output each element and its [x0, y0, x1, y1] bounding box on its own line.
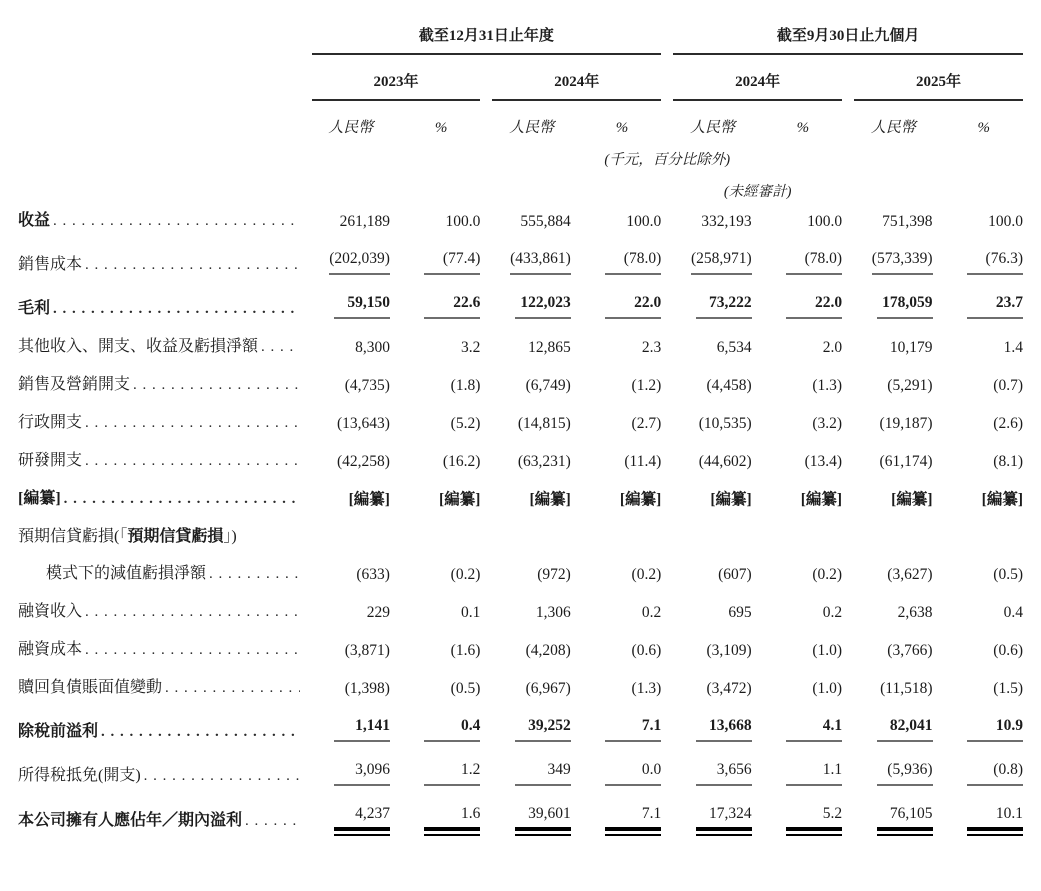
cell-value: (0.8)	[945, 752, 1024, 796]
cell-value: (1.3)	[631, 680, 662, 697]
header-spacer	[18, 55, 300, 101]
cell-value: (1.0)	[812, 642, 843, 659]
table-row	[18, 708, 1023, 752]
unaudited-note: (未經審計)	[723, 184, 792, 200]
row-label	[18, 708, 300, 752]
row-label	[18, 285, 300, 329]
cell-value: 73,222	[673, 285, 751, 329]
cell-value: 0.2	[822, 604, 843, 621]
cell-value: [編纂]	[619, 491, 662, 508]
cell-value: (0.2)	[812, 566, 843, 583]
row-label-text: 融資收入	[18, 603, 83, 620]
row-label	[18, 241, 300, 285]
row-label-text: [編纂]	[18, 490, 61, 507]
unit-header-row	[18, 101, 1023, 139]
unit-header-percent: %	[977, 120, 990, 136]
cell-value: [編纂]	[348, 491, 390, 508]
row-label-text: 本公司擁有人應佔年／期內溢利	[18, 812, 243, 829]
row-label	[18, 632, 300, 670]
cell-value: (16.2)	[442, 453, 481, 470]
row-label	[18, 481, 300, 519]
cell-value: (0.2)	[631, 566, 662, 583]
cell-value: (42,258)	[337, 453, 390, 470]
cell-value: 10,179	[889, 339, 933, 356]
cell-value: (4,208)	[525, 642, 571, 659]
row-label	[18, 796, 300, 853]
table-row	[18, 632, 1023, 670]
dot-leader	[165, 679, 300, 698]
cell-value: (5.2)	[450, 415, 481, 432]
unit-header-percent: %	[615, 120, 629, 136]
table-row	[18, 203, 1023, 241]
row-label	[18, 405, 300, 443]
header-spacer	[18, 139, 300, 171]
header-spacer	[18, 171, 300, 203]
table-row	[18, 285, 1023, 329]
row-label	[18, 519, 300, 556]
cell-value: (63,231)	[517, 453, 571, 470]
period-header-row	[18, 24, 1023, 55]
dot-leader	[85, 641, 300, 660]
cell-value: 4.1	[764, 708, 842, 752]
row-label	[18, 752, 300, 796]
unit-header-percent: %	[434, 120, 448, 136]
cell-value: (11.4)	[624, 453, 662, 470]
dot-leader	[53, 300, 300, 319]
row-label-text: 贖回負債賬面值變動	[18, 679, 163, 696]
cell-value: 3,656	[673, 752, 751, 796]
row-label-text: 除稅前溢利	[18, 723, 99, 740]
table-row	[18, 405, 1023, 443]
dot-leader	[209, 565, 300, 584]
cell-value: (44,602)	[698, 453, 752, 470]
cell-value: (0.5)	[993, 566, 1023, 583]
cell-value: 39,601	[492, 796, 570, 853]
row-label	[18, 556, 300, 594]
row-label-text: 其他收入、開支、收益及虧損淨額	[18, 338, 259, 355]
cell-value: 8,300	[355, 339, 390, 356]
cell-value: 2.0	[822, 339, 843, 356]
cell-value: (3,871)	[344, 642, 390, 659]
cell-value: (3,472)	[706, 680, 752, 697]
cell-value: (1.8)	[450, 377, 481, 394]
row-label-text: 研發開支	[18, 452, 83, 469]
cell-value: 59,150	[312, 285, 390, 329]
table-body	[18, 203, 1023, 853]
row-label	[18, 203, 300, 241]
row-label	[18, 443, 300, 481]
cell-value: (0.7)	[993, 377, 1023, 394]
cell-value: (5,936)	[854, 752, 932, 796]
table-row	[18, 796, 1023, 853]
cell-value: (1.0)	[812, 680, 843, 697]
row-label-text: 行政開支	[18, 414, 83, 431]
cell-value: 22.0	[764, 285, 842, 329]
cell-value: 178,059	[854, 285, 932, 329]
cell-value: (4,458)	[706, 377, 752, 394]
cell-value: (19,187)	[879, 415, 933, 432]
cell-value: (1.3)	[812, 377, 843, 394]
cell-value: 5.2	[764, 796, 842, 853]
unit-header-percent: %	[796, 120, 810, 136]
dot-leader	[53, 212, 300, 231]
row-label	[18, 329, 300, 367]
cell-value: 0.0	[583, 752, 661, 796]
cell-value: 76,105	[854, 796, 932, 853]
cell-value: 12,865	[528, 339, 571, 356]
row-label	[18, 367, 300, 405]
cell-value: (13.4)	[804, 453, 843, 470]
table-row	[18, 443, 1023, 481]
table-row	[18, 670, 1023, 708]
cell-value: [編纂]	[439, 491, 481, 508]
cell-value: (4,735)	[344, 377, 390, 394]
dot-leader	[133, 376, 300, 395]
row-label-text: 預期信貸虧損(「預期信貸虧損」)	[18, 528, 237, 545]
table-row	[18, 519, 1023, 556]
row-label-text: 所得稅抵免(開支)	[18, 767, 141, 784]
period-header-nine-months: 截至9月30日止九個月	[673, 24, 1023, 55]
row-label-text: 銷售及營銷開支	[18, 376, 131, 393]
cell-value: 0.4	[1003, 604, 1023, 621]
table-row	[18, 367, 1023, 405]
cell-value: 3,096	[312, 752, 390, 796]
row-label-text: 模式下的減值虧損淨額	[46, 565, 207, 582]
cell-value: 555,884	[520, 213, 571, 230]
dot-leader	[101, 723, 300, 742]
dot-leader	[85, 256, 300, 275]
cell-value: 100.0	[988, 213, 1023, 230]
cell-value: (2.7)	[631, 415, 662, 432]
cell-value: [編纂]	[710, 491, 752, 508]
cell-value: (8.1)	[993, 453, 1023, 470]
dot-leader	[245, 812, 300, 831]
cell-value: 6,534	[716, 339, 752, 356]
cell-value: 1.1	[764, 752, 842, 796]
cell-value: [編纂]	[981, 491, 1023, 508]
table-row	[18, 241, 1023, 285]
year-header-2023: 2023年	[312, 55, 481, 101]
cell-value: (1.6)	[450, 642, 481, 659]
cell-value: 22.0	[583, 285, 661, 329]
row-label-text: 融資成本	[18, 641, 83, 658]
cell-value: 261,189	[339, 213, 390, 230]
cell-value: (10,535)	[698, 415, 752, 432]
year-header-2025-interim: 2025年	[854, 55, 1023, 101]
cell-value: 100.0	[445, 213, 481, 230]
year-header-2024: 2024年	[492, 55, 661, 101]
cell-value: 1,141	[312, 708, 390, 752]
cell-value: (76.3)	[945, 241, 1024, 285]
header-spacer	[18, 101, 300, 139]
cell-value: 0.4	[402, 708, 480, 752]
unit-header-currency: 人民幣	[689, 120, 735, 136]
year-header-row	[18, 55, 1023, 101]
cell-value: 0.2	[641, 604, 662, 621]
row-label-text: 收益	[18, 212, 51, 229]
row-label-text: 銷售成本	[18, 256, 83, 273]
cell-value: (3,766)	[887, 642, 933, 659]
cell-value: 82,041	[854, 708, 932, 752]
cell-value: (3.2)	[812, 415, 843, 432]
cell-value: 39,252	[492, 708, 570, 752]
cell-value: (61,174)	[879, 453, 933, 470]
cell-value: 7.1	[583, 796, 661, 853]
table-row	[18, 329, 1023, 367]
cell-value: (11,518)	[880, 680, 933, 697]
row-label	[18, 670, 300, 708]
cell-value: (6,967)	[525, 680, 571, 697]
header-spacer	[18, 24, 300, 55]
dot-leader	[144, 767, 300, 786]
empty-cell	[312, 519, 1023, 556]
table-row	[18, 481, 1023, 519]
cell-value: 2.3	[641, 339, 662, 356]
cell-value: 122,023	[492, 285, 570, 329]
year-header-2024-interim: 2024年	[673, 55, 842, 101]
cell-value: 100.0	[626, 213, 662, 230]
row-label	[18, 594, 300, 632]
cell-value: 695	[728, 604, 752, 621]
cell-value: 17,324	[673, 796, 751, 853]
units-note-row	[18, 139, 1023, 171]
cell-value: (0.5)	[450, 680, 481, 697]
cell-value: 1.4	[1003, 339, 1023, 356]
cell-value: (1.2)	[631, 377, 662, 394]
dot-leader	[85, 452, 300, 471]
table-row	[18, 556, 1023, 594]
cell-value: (2.6)	[993, 415, 1023, 432]
cell-value: (78.0)	[583, 241, 661, 285]
dot-leader	[85, 414, 300, 433]
period-header-annual: 截至12月31日止年度	[312, 24, 662, 55]
cell-value: 1,306	[535, 604, 571, 621]
cell-value: (77.4)	[402, 241, 480, 285]
dot-leader	[261, 338, 300, 357]
cell-value: (1,398)	[344, 680, 390, 697]
cell-value: 2,638	[897, 604, 933, 621]
units-note: (千元，百分比除外)	[604, 152, 731, 168]
table-row	[18, 594, 1023, 632]
cell-value: 13,668	[673, 708, 751, 752]
cell-value: (0.6)	[993, 642, 1023, 659]
cell-value: 1.2	[402, 752, 480, 796]
unit-header-currency: 人民幣	[870, 120, 916, 136]
cell-value: 22.6	[402, 285, 480, 329]
cell-value: 7.1	[583, 708, 661, 752]
cell-value: 10.1	[945, 796, 1024, 853]
cell-value: 349	[492, 752, 570, 796]
cell-value: (433,861)	[492, 241, 570, 285]
cell-value: (1.5)	[993, 680, 1023, 697]
cell-value: (3,109)	[706, 642, 752, 659]
cell-value: [編纂]	[800, 491, 843, 508]
dot-leader	[64, 490, 300, 509]
cell-value: 100.0	[807, 213, 843, 230]
cell-value: 10.9	[945, 708, 1024, 752]
cell-value: (3,627)	[887, 566, 933, 583]
table-row	[18, 752, 1023, 796]
cell-value: [編纂]	[529, 491, 571, 508]
cell-value: (13,643)	[337, 415, 390, 432]
cell-value: (633)	[356, 566, 390, 583]
cell-value: (0.6)	[631, 642, 662, 659]
cell-value: (258,971)	[673, 241, 751, 285]
cell-value: (607)	[718, 566, 752, 583]
income-statement-table	[6, 24, 1035, 853]
cell-value: (6,749)	[525, 377, 571, 394]
dot-leader	[85, 603, 300, 622]
cell-value: (78.0)	[764, 241, 842, 285]
cell-value: 23.7	[945, 285, 1024, 329]
row-label-text: 毛利	[18, 300, 51, 317]
unit-header-currency: 人民幣	[328, 120, 374, 136]
cell-value: 3.2	[461, 339, 481, 356]
cell-value: (14,815)	[517, 415, 571, 432]
cell-value: [編纂]	[891, 491, 933, 508]
cell-value: 1.6	[402, 796, 480, 853]
unaudited-note-row	[18, 171, 1023, 203]
cell-value: 0.1	[461, 604, 481, 621]
unit-header-currency: 人民幣	[509, 120, 555, 136]
cell-value: (972)	[537, 566, 571, 583]
cell-value: (0.2)	[450, 566, 481, 583]
cell-value: 4,237	[312, 796, 390, 853]
cell-value: (573,339)	[854, 241, 932, 285]
cell-value: 229	[366, 604, 390, 621]
cell-value: 332,193	[701, 213, 752, 230]
cell-value: (202,039)	[312, 241, 390, 285]
cell-value: 751,398	[882, 213, 933, 230]
cell-value: (5,291)	[887, 377, 933, 394]
